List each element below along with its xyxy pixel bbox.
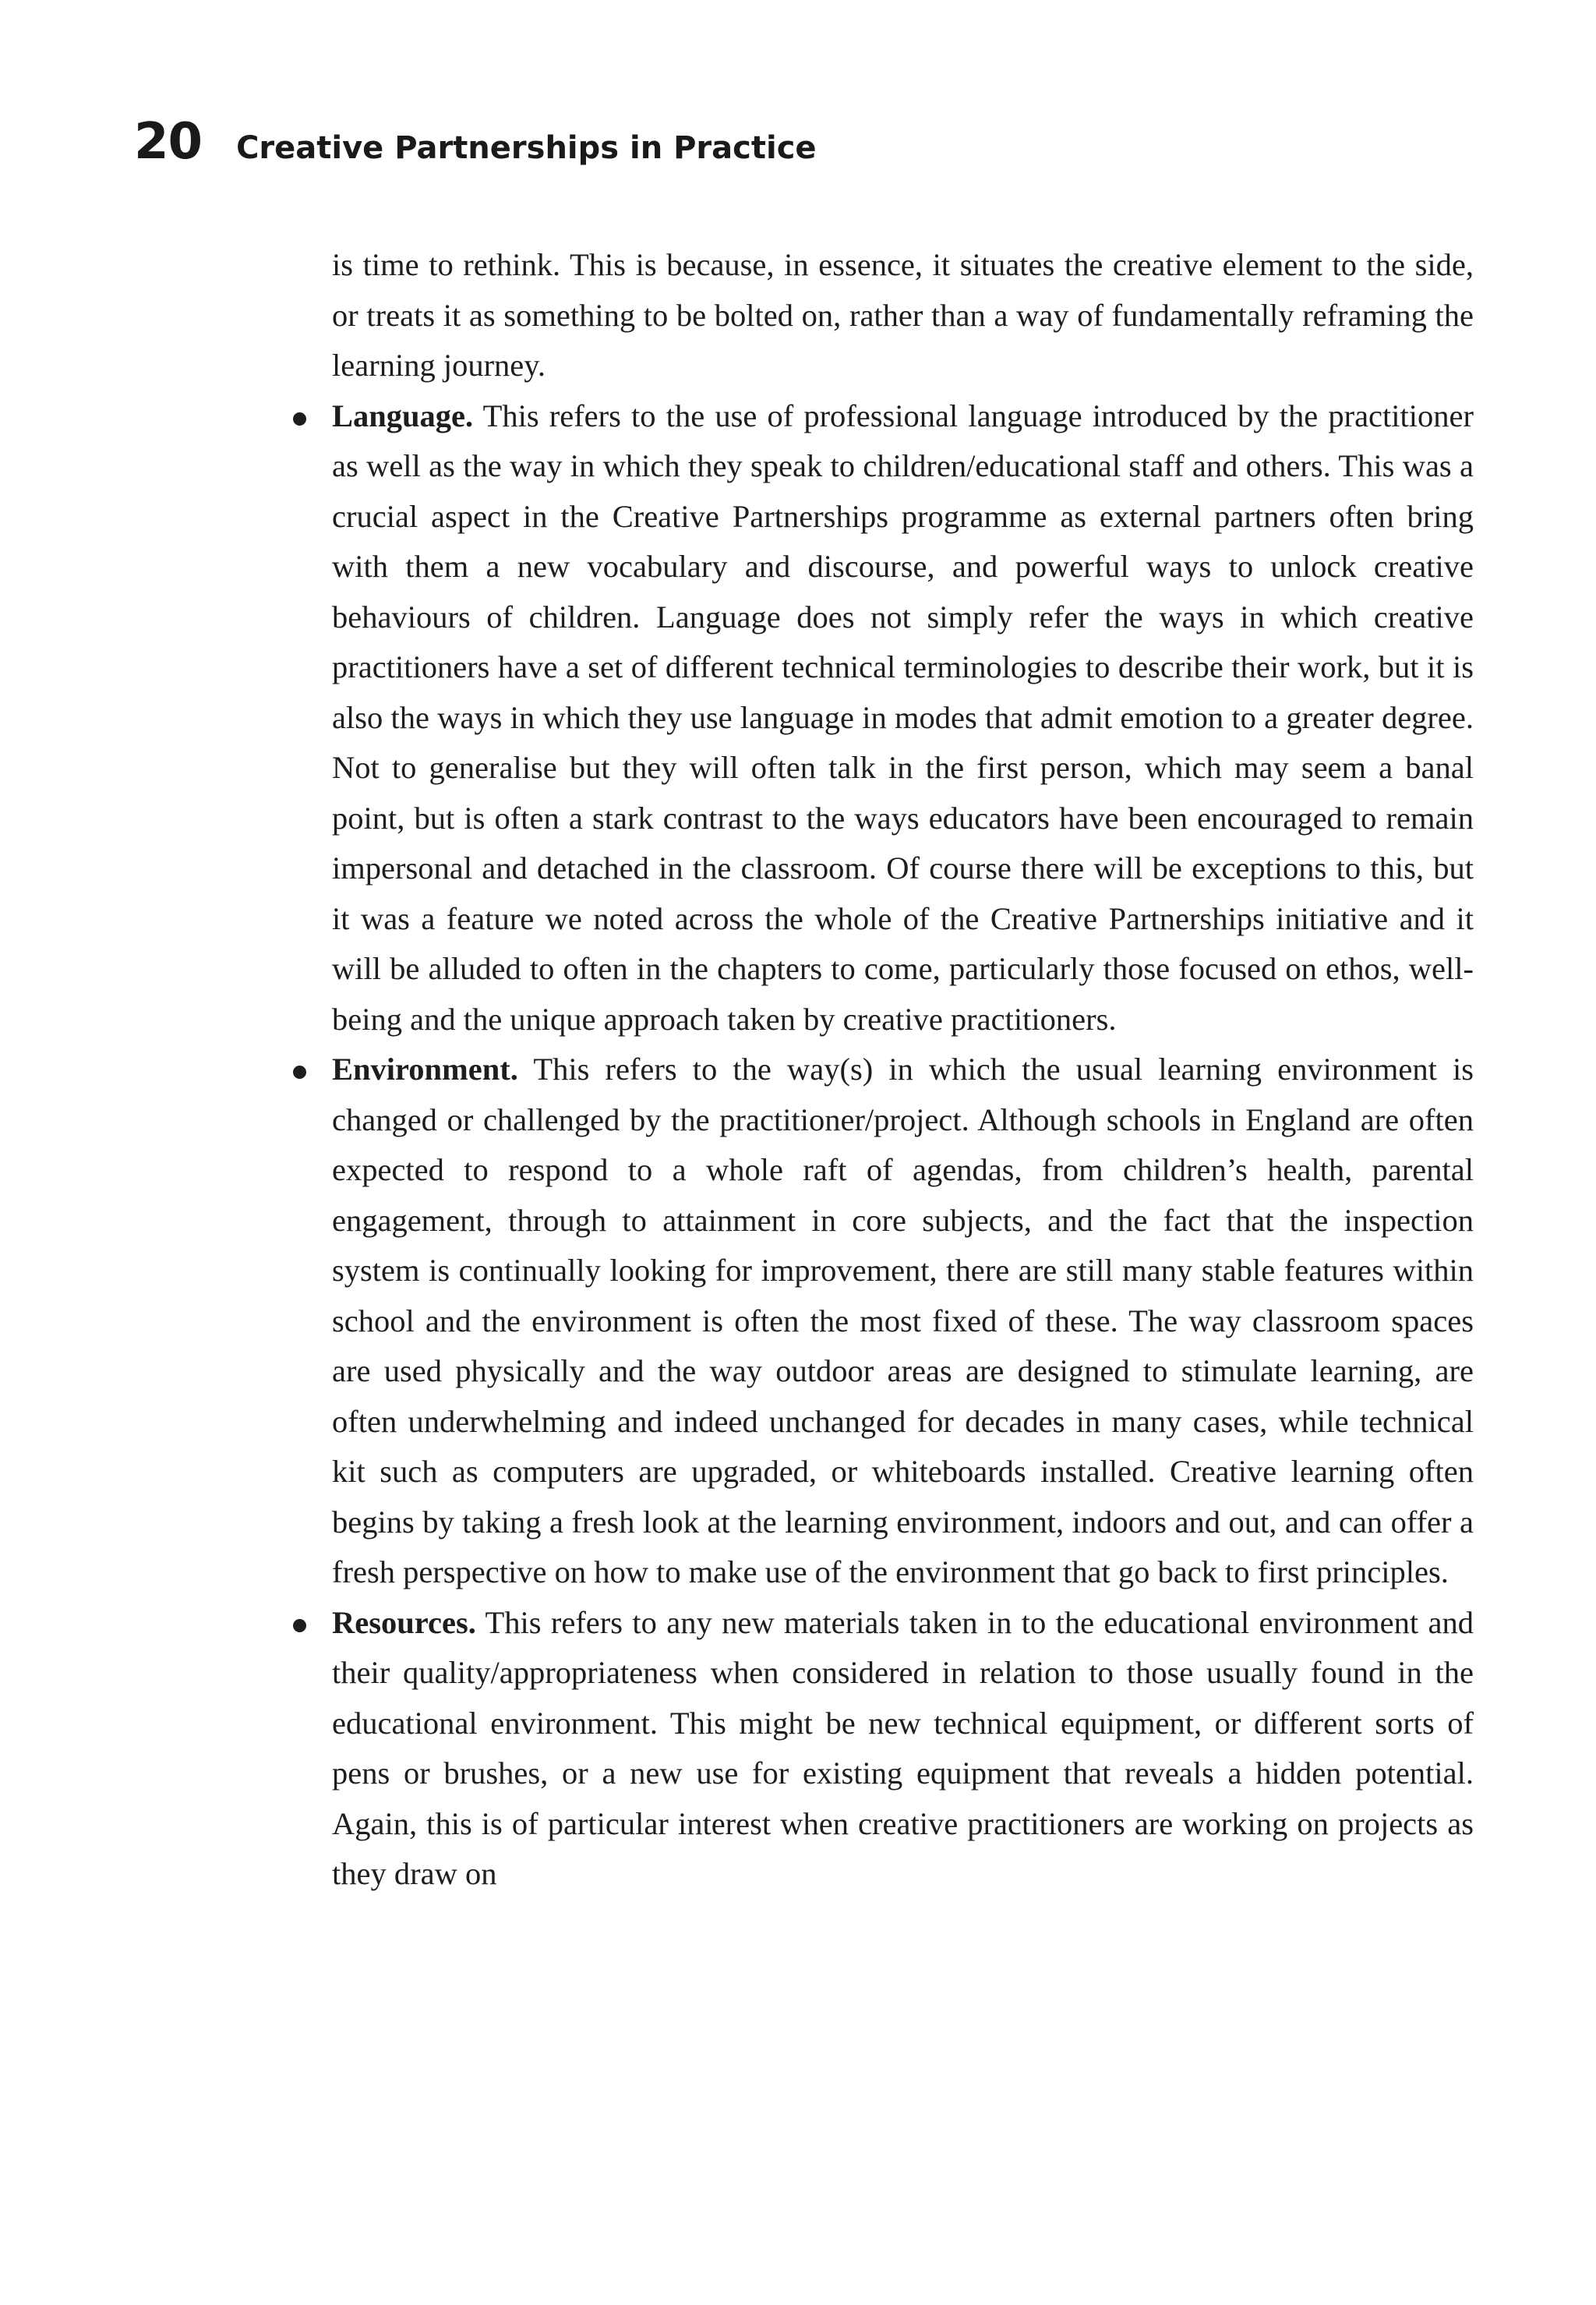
running-head (134, 113, 817, 191)
bullet-text: This refers to any new materials taken in to the educational environment and their quality/appropriateness when considered in relation to those usually found in the educational environment. This might be new technical equipment, or different sorts of pens or brushes, or a new use for existing equipment that reveals a hidden potential. Again, this is of particular interest when creative practitioners are working on projects as they draw on (332, 1604, 1474, 1891)
bullet-item-environment (332, 1045, 1474, 1598)
bullet-term: Environment. (332, 1052, 518, 1087)
bullet-term: Language. (332, 398, 474, 433)
body-text (332, 240, 1474, 1900)
bullet-icon (293, 1066, 306, 1079)
bullet-text: This refers to the way(s) in which the usual learning environment is changed or challenged by the practitioner/project. Although schools in England are often expected to respond to a whole raft of agendas, from children’s health, parental engagement, through to attainment in core subjects, and the fact that the inspection system is continually looking for improvement, there are still many stable features within school and the environment is often the most fixed of these. The way classroom spaces are used physically and the way outdoor areas are designed to stimulate learning, are often underwhelming and indeed unchanged for decades in many cases, while technical kit such as computers are upgraded, or whiteboards installed. Creative learning often begins by taking a fresh look at the learning environment, indoors and out, and can offer a fresh perspective on how to make use of the environment that go back to first principles. (332, 1052, 1474, 1589)
chapter-title: Creative Partnerships in Practice (236, 130, 817, 166)
bullet-item-resources (332, 1598, 1474, 1900)
bullet-term: Resources. (332, 1604, 476, 1640)
bullet-icon (293, 1619, 306, 1632)
bullet-item-language (332, 391, 1474, 1045)
bullet-icon (293, 412, 306, 426)
continued-paragraph: is time to rethink. This is because, in essence, it situates the creative element to the side, or treats it as something to be bolted on, rather than a way of fundamentally reframing the learning journey. (332, 247, 1474, 383)
bullet-text: This refers to the use of professional language introduced by the practitioner as well as the way in which they speak to children/educational staff and others. This was a crucial aspect in the Creative Partnerships programme as external partners often bring with them a new vocabulary and discourse, and powerful ways to unlock creative behaviours of children. Language does not simply refer the ways in which creative practitioners have a set of different technical terminologies to describe their work, but it is also the ways in which they use language in modes that admit emotion to a greater degree. Not to generalise but they will often talk in the first person, which may seem a banal point, but is often a stark contrast to the ways educators have been encouraged to remain impersonal and detached in the classroom. Of course there will be exceptions to this, but it was a feature we noted across the whole of the Creative Partnerships initiative and it will be alluded to often in the chapters to come, particularly those focused on ethos, well-being and the unique approach taken by creative practitioners. (332, 398, 1474, 1037)
page-number: 20 (134, 113, 203, 171)
